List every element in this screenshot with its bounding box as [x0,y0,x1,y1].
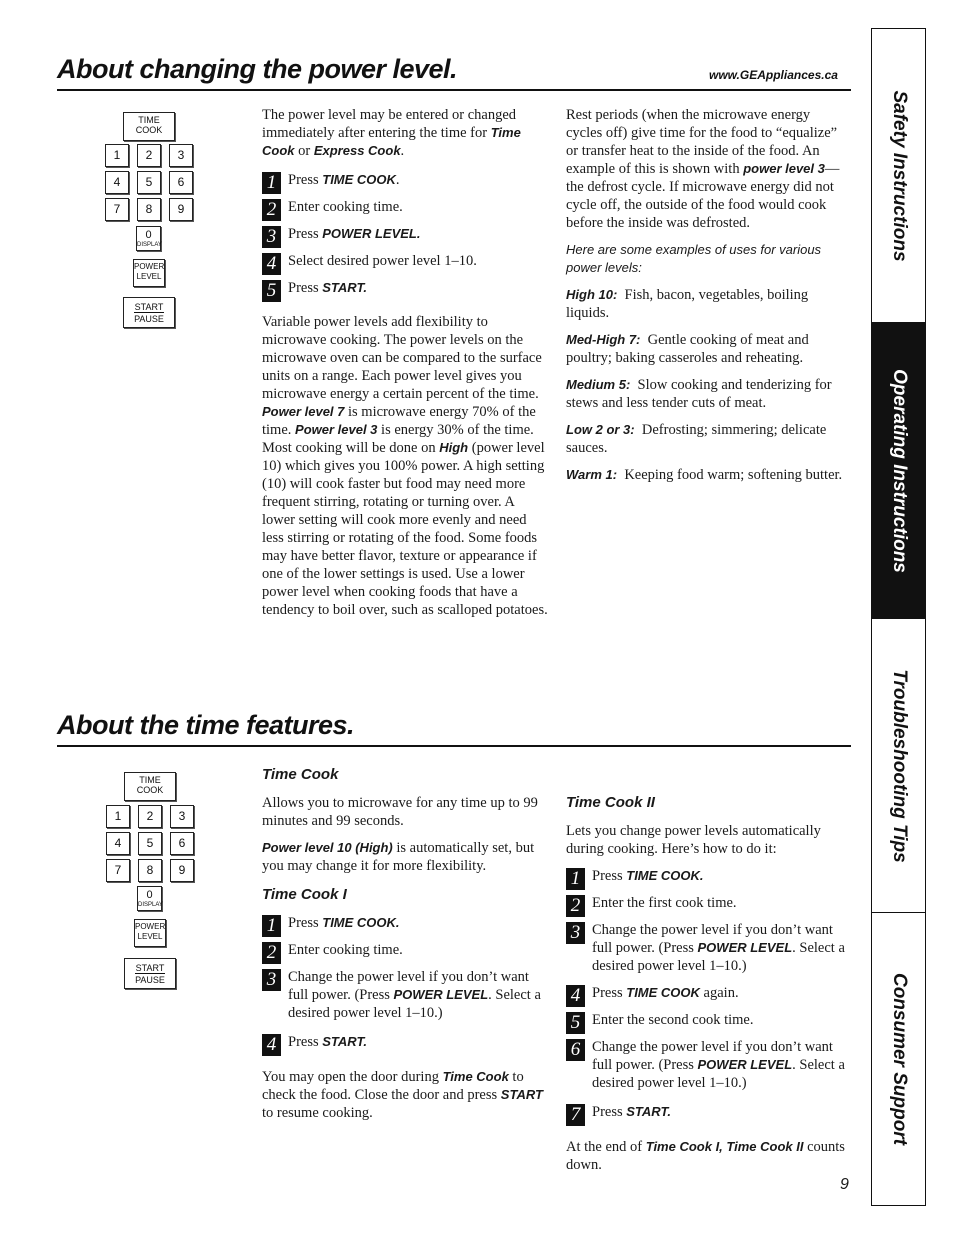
key-6: 6 [170,832,194,855]
tab-operating-instructions[interactable] [872,323,925,619]
time-cook-2-end-note: At the end of Time Cook I, Time Cook II counts down. [566,1139,845,1173]
time-cook-2-step-2: 2 Enter the first cook time. [566,894,848,912]
time-features-column-1 [262,766,550,1131]
power-level-column-1 [262,106,550,628]
section-title-power-level: About changing the power level. [57,54,458,84]
key-0-display: 0 DISPLAY [136,226,161,251]
power-step-4: 4 Select desired power level 1–10. [262,252,550,270]
key-7: 7 [106,859,130,882]
key-3: 3 [169,144,193,167]
key-power-level: POWER LEVEL [133,259,165,287]
tab-safety-instructions[interactable] [872,29,925,323]
page-number: 9 [840,1176,849,1193]
key-2: 2 [138,805,162,828]
keypad-diagram-2 [104,772,204,988]
time-cook-1-step-2: 2 Enter cooking time. [262,941,550,959]
key-power-level: POWER LEVEL [134,919,166,947]
power-step-5: 5 Press START. [262,279,550,297]
key-1: 1 [106,805,130,828]
key-start-pause: START PAUSE [124,958,176,989]
key-3: 3 [170,805,194,828]
tab-label: Operating Instructions [888,368,910,573]
time-cook-2-intro: Lets you change power levels automatically during cooking. Here’s how to do it: [566,823,821,857]
key-9: 9 [170,859,194,882]
title-rule [57,89,851,91]
website-url[interactable]: www.GEAppliances.ca [709,68,838,82]
time-cook-p2: Power level 10 (High) is automatically set, but you may change it for more flexibility. [262,840,535,874]
power-step-1: 1 Press TIME COOK. [262,171,550,189]
key-4: 4 [105,171,129,194]
time-cook-p1: Allows you to microwave for any time up to 99 minutes and 99 seconds. [262,795,538,829]
key-6: 6 [169,171,193,194]
tab-troubleshooting-tips[interactable] [872,619,925,913]
level-medium-5: Medium 5: Slow cooking and tenderizing for stews and less tender cuts of meat. [566,377,832,411]
time-cook-2-step-3: 3 Change the power level if you don’t want full power. (Press POWER LEVEL. Select a desired power level 1–10.) [566,921,848,975]
power-step-3: 3 Press POWER LEVEL. [262,225,550,243]
key-time-cook: TIME COOK [124,772,176,801]
power-level-intro: The power level may be entered or changed immediately after entering the time for Time Cook or Express Cook. [262,107,521,159]
key-4: 4 [106,832,130,855]
level-high-10: High 10: Fish, bacon, vegetables, boiling liquids. [566,287,809,321]
key-time-cook: TIME COOK [123,112,175,141]
time-cook-1-heading: Time Cook I [262,886,347,903]
tab-consumer-support[interactable] [872,913,925,1205]
key-7: 7 [105,198,129,221]
power-level-column-2 [566,106,846,493]
time-cook-1-step-4: 4 Press START. [262,1033,550,1051]
key-start-pause: START PAUSE [123,297,175,328]
key-0-display: 0 DISPLAY [137,886,162,911]
key-2: 2 [137,144,161,167]
keypad-diagram-1 [103,112,203,328]
time-cook-2-step-5: 5 Enter the second cook time. [566,1011,848,1029]
time-cook-1-step-3: 3 Change the power level if you don’t want full power. (Press POWER LEVEL. Select a desired power level 1–10.) [262,968,550,1022]
time-cook-door-note: You may open the door during Time Cook to check the food. Close the door and press START to resume cooking. [262,1069,543,1121]
side-tab-nav [871,28,926,1206]
level-low-2-3: Low 2 or 3: Defrosting; simmering; delicate sauces. [566,422,827,456]
key-9: 9 [169,198,193,221]
key-5: 5 [138,832,162,855]
time-features-column-2 [566,794,848,1183]
key-1: 1 [105,144,129,167]
variable-power-paragraph: Variable power levels add flexibility to microwave cooking. The power levels on the microwave oven can be compared to the surface units on a range. Each power level gives you microwave energy a certain percent of the time. Power level 7 is microwave energy 70% of the time. Power level 3 is energy 30% of the time. Most cooking will be done on High (power level 10) which gives you 100% power. A high setting (10) will cook faster but food may need more frequent stirring, rotating or turning over. A lower setting will cook more evenly and need less stirring or rotating of the food. Some foods may have better flavor, texture or appearance if one of the lower settings is used. Use a lower power level when cooking foods that have a tendency to boil over, such as scalloped potatoes. [262,314,548,618]
level-warm-1: Warm 1: Keeping food warm; softening butter. [566,467,843,483]
time-cook-heading: Time Cook [262,766,339,783]
time-cook-1-step-1: 1 Press TIME COOK. [262,914,550,932]
level-med-high-7: Med-High 7: Gentle cooking of meat and poultry; baking casseroles and reheating. [566,332,809,366]
section2-rule [57,745,851,747]
tab-label: Consumer Support [888,972,910,1146]
time-cook-2-heading: Time Cook II [566,794,655,811]
examples-intro: Here are some examples of uses for various power levels: [566,242,822,275]
rest-periods-paragraph: Rest periods (when the microwave energy cycles off) give time for the food to “equalize” or transfer heat to the inside of the food. An example of this is shown with power level 3—the defrost cycle. If microwave energy did not cycle off, the outside of the food would cook before the inside was defrosted. [566,107,840,231]
time-cook-2-step-1: 1 Press TIME COOK. [566,867,848,885]
key-8: 8 [137,198,161,221]
key-8: 8 [138,859,162,882]
key-5: 5 [137,171,161,194]
time-cook-2-step-7: 7 Press START. [566,1103,848,1121]
tab-label: Safety Instructions [888,89,910,262]
time-cook-2-step-4: 4 Press TIME COOK again. [566,984,848,1002]
time-cook-2-step-6: 6 Change the power level if you don’t want full power. (Press POWER LEVEL. Select a desired power level 1–10.) [566,1038,848,1092]
tab-label: Troubleshooting Tips [888,668,910,863]
section-title-time-features: About the time features. [57,710,355,740]
power-step-2: 2 Enter cooking time. [262,198,550,216]
